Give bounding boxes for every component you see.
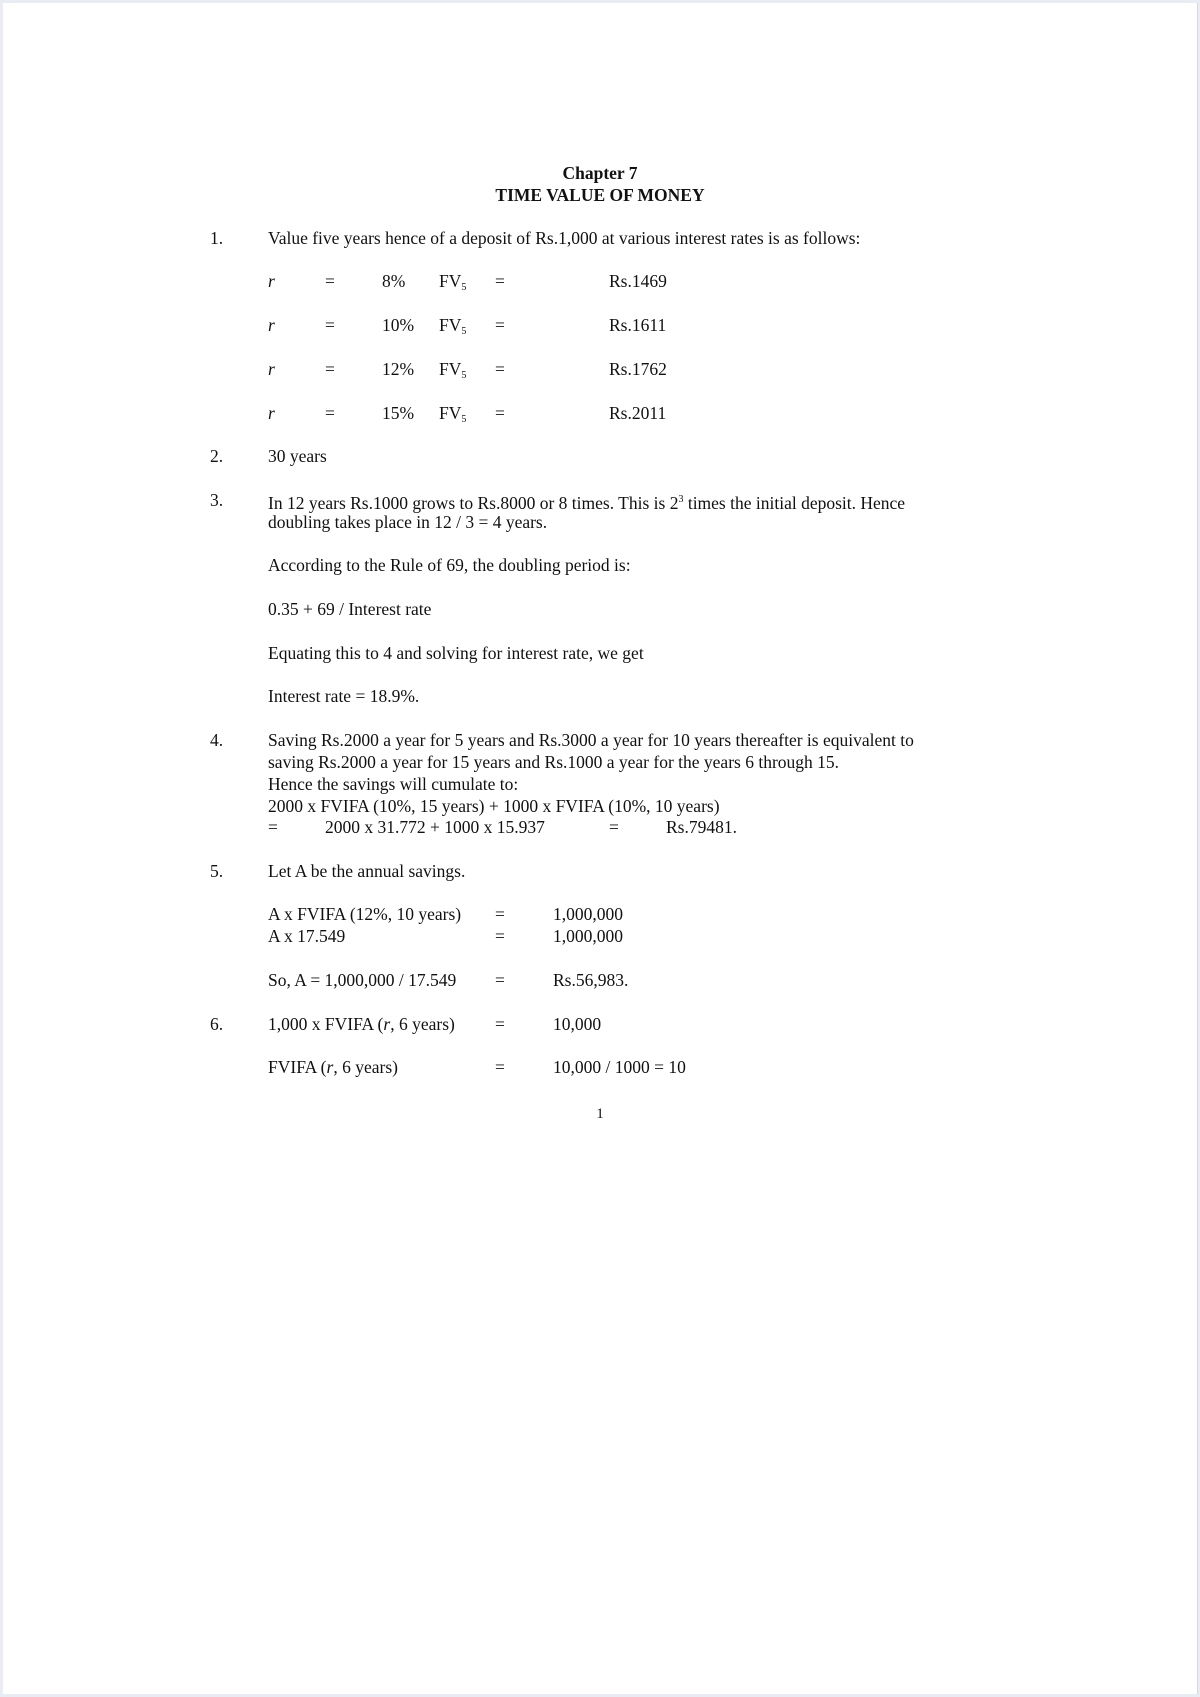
q4-result: Rs.79481. xyxy=(666,817,737,837)
q3-line-2: doubling takes place in 12 / 3 = 4 years. xyxy=(268,512,548,532)
rate-variable: r xyxy=(268,403,275,423)
chapter-title: TIME VALUE OF MONEY xyxy=(495,185,705,205)
rate-value: 10% xyxy=(382,315,415,335)
equals-sign: = xyxy=(325,271,335,291)
question-number-4: 4. xyxy=(210,730,224,750)
q4-line-4: 2000 x FVIFA (10%, 15 years) + 1000 x FVIFA (10%, 10 years) xyxy=(268,796,720,816)
q3-equating: Equating this to 4 and solving for interest rate, we get xyxy=(268,643,644,663)
q3-rule-of-69: According to the Rule of 69, the doubling period is: xyxy=(268,555,631,575)
q6-equation-right: 10,000 / 1000 = 10 xyxy=(553,1057,686,1077)
fv-label: $FV_5$ xyxy=(439,403,467,425)
q3-formula: 0.35 + 69 / Interest rate xyxy=(268,599,432,619)
rate-variable: r xyxy=(268,315,275,335)
q5-solution-left: So, A = 1,000,000 / 17.549 xyxy=(268,970,457,990)
q5-equation-left: A x 17.549 xyxy=(268,926,346,946)
question-number-5: 5. xyxy=(210,861,224,881)
fv-label: $FV_5$ xyxy=(439,271,467,293)
q1-text: Value five years hence of a deposit of Rs.1,000 at various interest rates is as follows: xyxy=(268,228,861,248)
equals-sign: = xyxy=(495,904,505,924)
q5-solution-right: Rs.56,983. xyxy=(553,970,629,990)
question-number-3: 3. xyxy=(210,490,224,510)
rate-value: 12% xyxy=(382,359,415,379)
equals-sign: = xyxy=(495,970,505,990)
equals-sign: = xyxy=(609,817,619,837)
q4-line-1: Saving Rs.2000 a year for 5 years and Rs.3000 a year for 10 years thereafter is equivalent to xyxy=(268,730,914,750)
equals-sign: = xyxy=(495,271,505,291)
equals-sign: = xyxy=(495,1014,505,1034)
q5-equation-right: 1,000,000 xyxy=(553,904,623,924)
q5-equation-left: A x FVIFA (12%, 10 years) xyxy=(268,904,462,924)
q6-equation-left: 1,000 x FVIFA (r, 6 years) xyxy=(268,1014,455,1034)
rate-value: 8% xyxy=(382,271,406,291)
q5-equation-right: 1,000,000 xyxy=(553,926,623,946)
q6-equation-left: FVIFA (r, 6 years) xyxy=(268,1057,398,1077)
q4-line-2: saving Rs.2000 a year for 15 years and Rs.1000 a year for the years 6 through 15. xyxy=(268,752,840,772)
question-number-1: 1. xyxy=(210,228,224,248)
equals-sign: = xyxy=(495,926,505,946)
equals-sign: = xyxy=(495,315,505,335)
equals-sign: = xyxy=(325,315,335,335)
fv-label: $FV_5$ xyxy=(439,359,467,381)
rate-variable: r xyxy=(268,271,275,291)
equals-sign: = xyxy=(495,359,505,379)
document-page xyxy=(3,3,1198,1694)
q4-calculation: 2000 x 31.772 + 1000 x 15.937 xyxy=(325,817,545,837)
future-value: Rs.1469 xyxy=(609,271,667,291)
rate-value: 15% xyxy=(382,403,415,423)
fv-label: $FV_5$ xyxy=(439,315,467,337)
future-value: Rs.2011 xyxy=(609,403,667,423)
future-value: Rs.1611 xyxy=(609,315,667,335)
q2-answer: 30 years xyxy=(268,446,327,466)
question-number-2: 2. xyxy=(210,446,224,466)
q4-line-3: Hence the savings will cumulate to: xyxy=(268,774,519,794)
equals-sign: = xyxy=(495,403,505,423)
q5-text: Let A be the annual savings. xyxy=(268,861,466,881)
equals-sign: = xyxy=(495,1057,505,1077)
equals-sign: = xyxy=(325,359,335,379)
q6-equation-right: 10,000 xyxy=(553,1014,602,1034)
rate-variable: r xyxy=(268,359,275,379)
question-number-6: 6. xyxy=(210,1014,224,1034)
future-value: Rs.1762 xyxy=(609,359,667,379)
chapter-heading: Chapter 7 xyxy=(562,163,638,183)
page-number: 1 xyxy=(596,1106,604,1122)
equals-sign: = xyxy=(268,817,278,837)
equals-sign: = xyxy=(325,403,335,423)
q3-result: Interest rate = 18.9%. xyxy=(268,686,420,706)
q3-line-1: In 12 years Rs.1000 grows to Rs.8000 or 8 times. This is $2^3$ times the initial deposit. Hence xyxy=(268,493,906,513)
